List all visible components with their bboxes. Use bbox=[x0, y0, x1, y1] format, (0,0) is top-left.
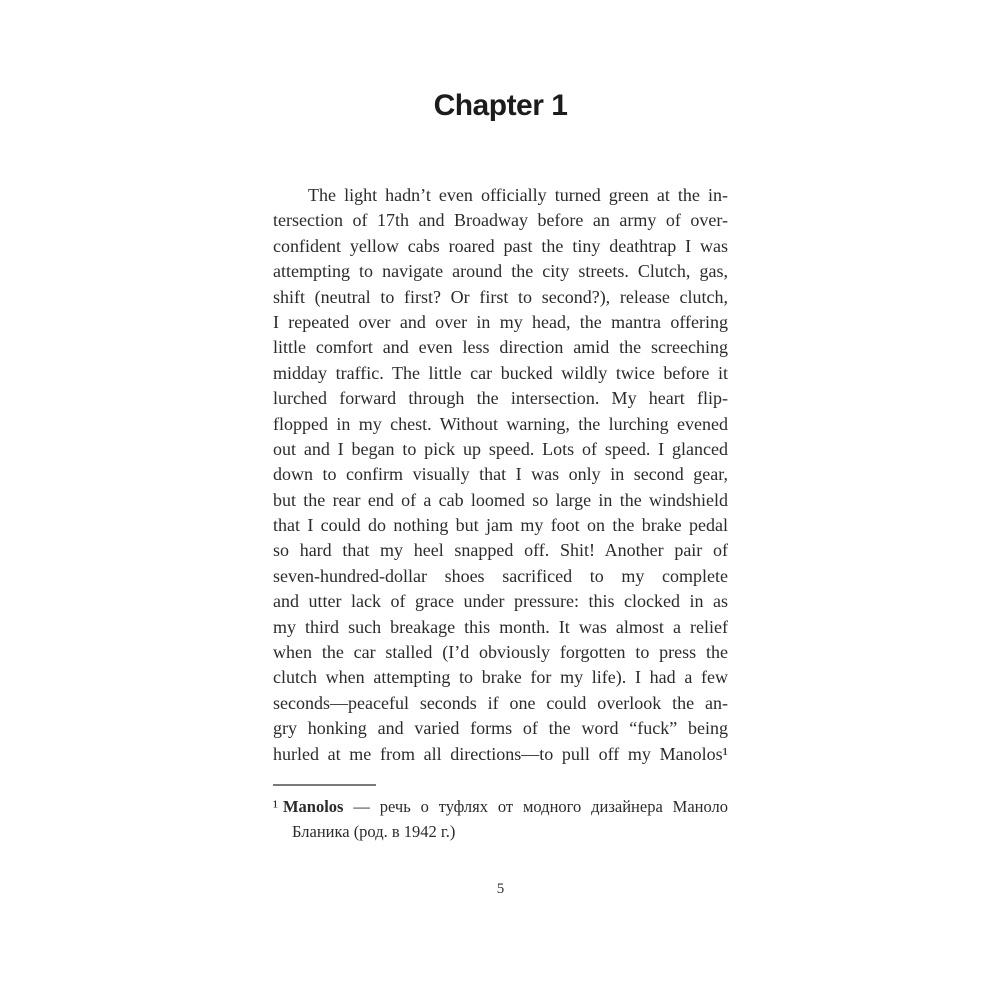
footnote-text: — речь о туфлях от модного дизайнера Маноло bbox=[353, 797, 728, 816]
body-text-line: my third such breakage this month. It was almost a relief bbox=[273, 616, 728, 637]
body-text-line: tersection of 17th and Broadway before an army of over- bbox=[273, 210, 728, 231]
chapter-title: Chapter 1 bbox=[433, 89, 568, 122]
body-text-line: and utter lack of grace under pressure: this clocked in as bbox=[273, 591, 728, 612]
body-text-line: shift (neutral to first? Or first to second?), release clutch, bbox=[273, 286, 728, 307]
footnote-term: Manolos bbox=[282, 797, 344, 816]
body-paragraph bbox=[273, 183, 728, 767]
body-text-line: little comfort and even less direction amid the screeching bbox=[273, 337, 728, 358]
body-text-line: lurched forward through the intersection. My heart flip- bbox=[273, 388, 728, 409]
body-text-line: flopped in my chest. Without warning, the lurching evened bbox=[273, 413, 728, 434]
body-text-line: confident yellow cabs roared past the tiny deathtrap I was bbox=[273, 235, 728, 256]
body-text-line: clutch when attempting to brake for my life). I had a few bbox=[273, 667, 728, 688]
footnote-line-1 bbox=[273, 794, 728, 819]
body-text-line: attempting to navigate around the city streets. Clutch, gas, bbox=[273, 261, 728, 282]
body-text-line: out and I began to pick up speed. Lots of speed. I glanced bbox=[273, 438, 728, 459]
body-text-line: The light hadn’t even officially turned green at the in- bbox=[308, 185, 728, 205]
body-text-line: gry honking and varied forms of the word “fuck” being bbox=[273, 718, 728, 739]
body-text-line: seconds—peaceful seconds if one could overlook the an- bbox=[273, 692, 728, 713]
body-text-line: that I could do nothing but jam my foot on the brake pedal bbox=[273, 515, 728, 536]
footnote-marker: ¹ bbox=[273, 797, 278, 816]
body-text-line: hurled at me from all directions—to pull off my Manolos¹ bbox=[273, 743, 728, 764]
body-text-line: seven-hundred-dollar shoes sacrificed to my complete bbox=[273, 565, 728, 586]
footnote bbox=[273, 784, 728, 844]
body-text-line: down to confirm visually that I was only in second gear, bbox=[273, 464, 728, 485]
footnote-separator bbox=[273, 784, 376, 786]
body-text-line: I repeated over and over in my head, the mantra offering bbox=[273, 311, 728, 332]
body-text-line: but the rear end of a cab loomed so large in the windshield bbox=[273, 489, 728, 510]
body-text-line: midday traffic. The little car bucked wildly twice before it bbox=[273, 362, 728, 383]
footnote-line-2: Бланика (род. в 1942 г.) bbox=[292, 822, 456, 841]
page-number: 5 bbox=[496, 881, 505, 897]
body-text-line: so hard that my heel snapped off. Shit! Another pair of bbox=[273, 540, 728, 561]
body-text-line: when the car stalled (I’d obviously forgotten to press the bbox=[273, 642, 728, 663]
